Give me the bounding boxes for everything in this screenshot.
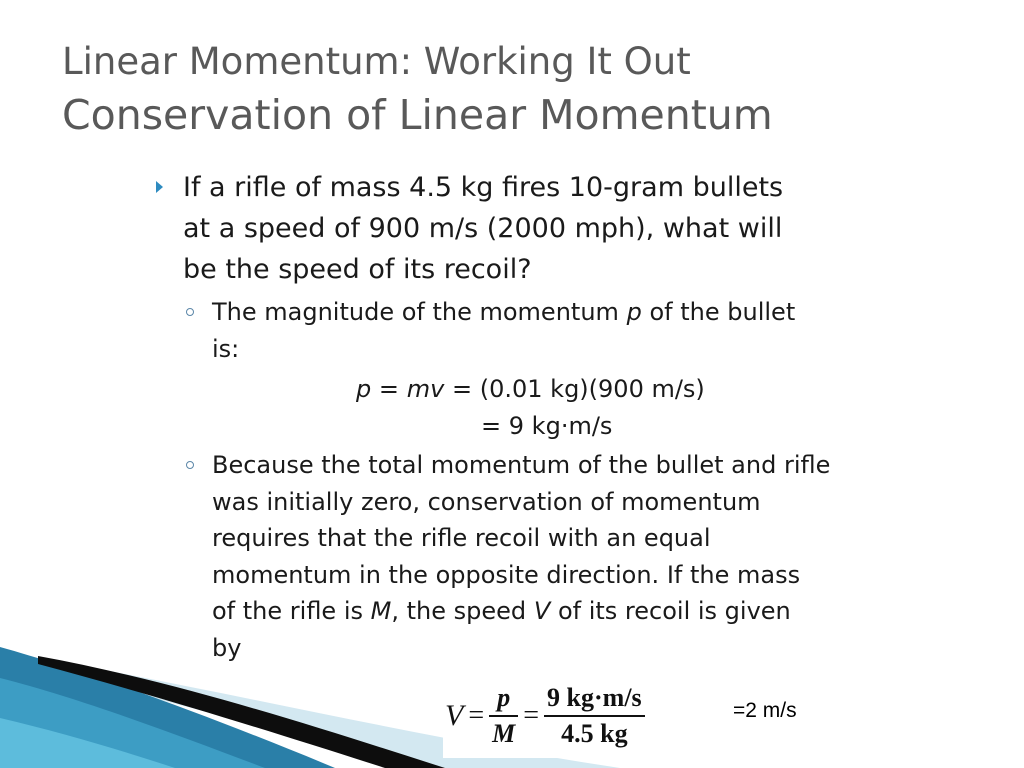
momentum-equation-line-1 [356, 371, 705, 407]
bullet-question-line: If a rifle of mass 4.5 kg fires 10-gram bullets [183, 172, 784, 203]
text-segment: The magnitude of the momentum [212, 298, 619, 326]
sub-bullet-line: by [212, 633, 242, 662]
recoil-formula [443, 674, 699, 758]
title-line-1: Linear Momentum: Working It Out [62, 40, 691, 83]
title-line-2: Conservation of Linear Momentum [62, 91, 773, 139]
equation-rhs: (0.01 kg)(900 m/s) [479, 375, 705, 403]
variable-mv: mv [406, 375, 445, 403]
equals-sign: = [378, 375, 400, 403]
equals-sign: = [523, 700, 540, 731]
fraction-values [544, 683, 645, 749]
fraction-p-over-M [489, 683, 518, 749]
text-segment: of the rifle is [212, 597, 363, 625]
fraction-bar [544, 715, 645, 717]
equals-sign: = [481, 412, 502, 440]
equation-result: 9 kg·m/s [508, 412, 613, 440]
sub-bullet-line: Because the total momentum of the bullet and rifle [212, 451, 831, 479]
variable-M: M [370, 597, 392, 625]
sub-bullet-line: was initially zero, conservation of momentum [212, 487, 761, 516]
text-segment: of the bullet [649, 298, 796, 326]
equals-sign: = [468, 700, 485, 731]
bullet-question-line: be the speed of its recoil? [183, 254, 532, 285]
bullet-question [183, 167, 783, 290]
text-segment: , the speed [391, 597, 527, 625]
fraction-numerator: p [497, 683, 511, 713]
variable-p: p [626, 298, 642, 326]
fraction-denominator: M [492, 718, 516, 748]
bullet-question-line: at a speed of 900 m/s (2000 mph), what will [183, 213, 783, 244]
recoil-result: =2 m/s [733, 699, 797, 722]
momentum-equation-line-2 [481, 408, 612, 444]
sub-bullet-line: requires that the rifle recoil with an equal [212, 524, 711, 552]
fraction-numerator: 9 kg·m/s [547, 683, 642, 713]
hollow-circle-icon [186, 461, 194, 469]
triangle-right-icon [156, 181, 163, 193]
equals-sign: = [451, 375, 473, 403]
sub-bullet-line [212, 294, 795, 331]
sub-bullet-momentum [212, 294, 795, 367]
variable-V: V [533, 597, 551, 625]
sub-bullet-line: momentum in the opposite direction. If the mass [212, 560, 801, 589]
sub-bullet-line: is: [212, 334, 240, 363]
sub-bullet-line [212, 593, 830, 630]
text-segment: of its recoil is given [557, 597, 791, 625]
slide-title [62, 36, 773, 142]
fraction-denominator: 4.5 kg [561, 718, 628, 748]
fraction-bar [489, 715, 518, 717]
variable-p: p [356, 375, 372, 403]
hollow-circle-icon [186, 308, 194, 316]
variable-V: V [445, 699, 464, 732]
